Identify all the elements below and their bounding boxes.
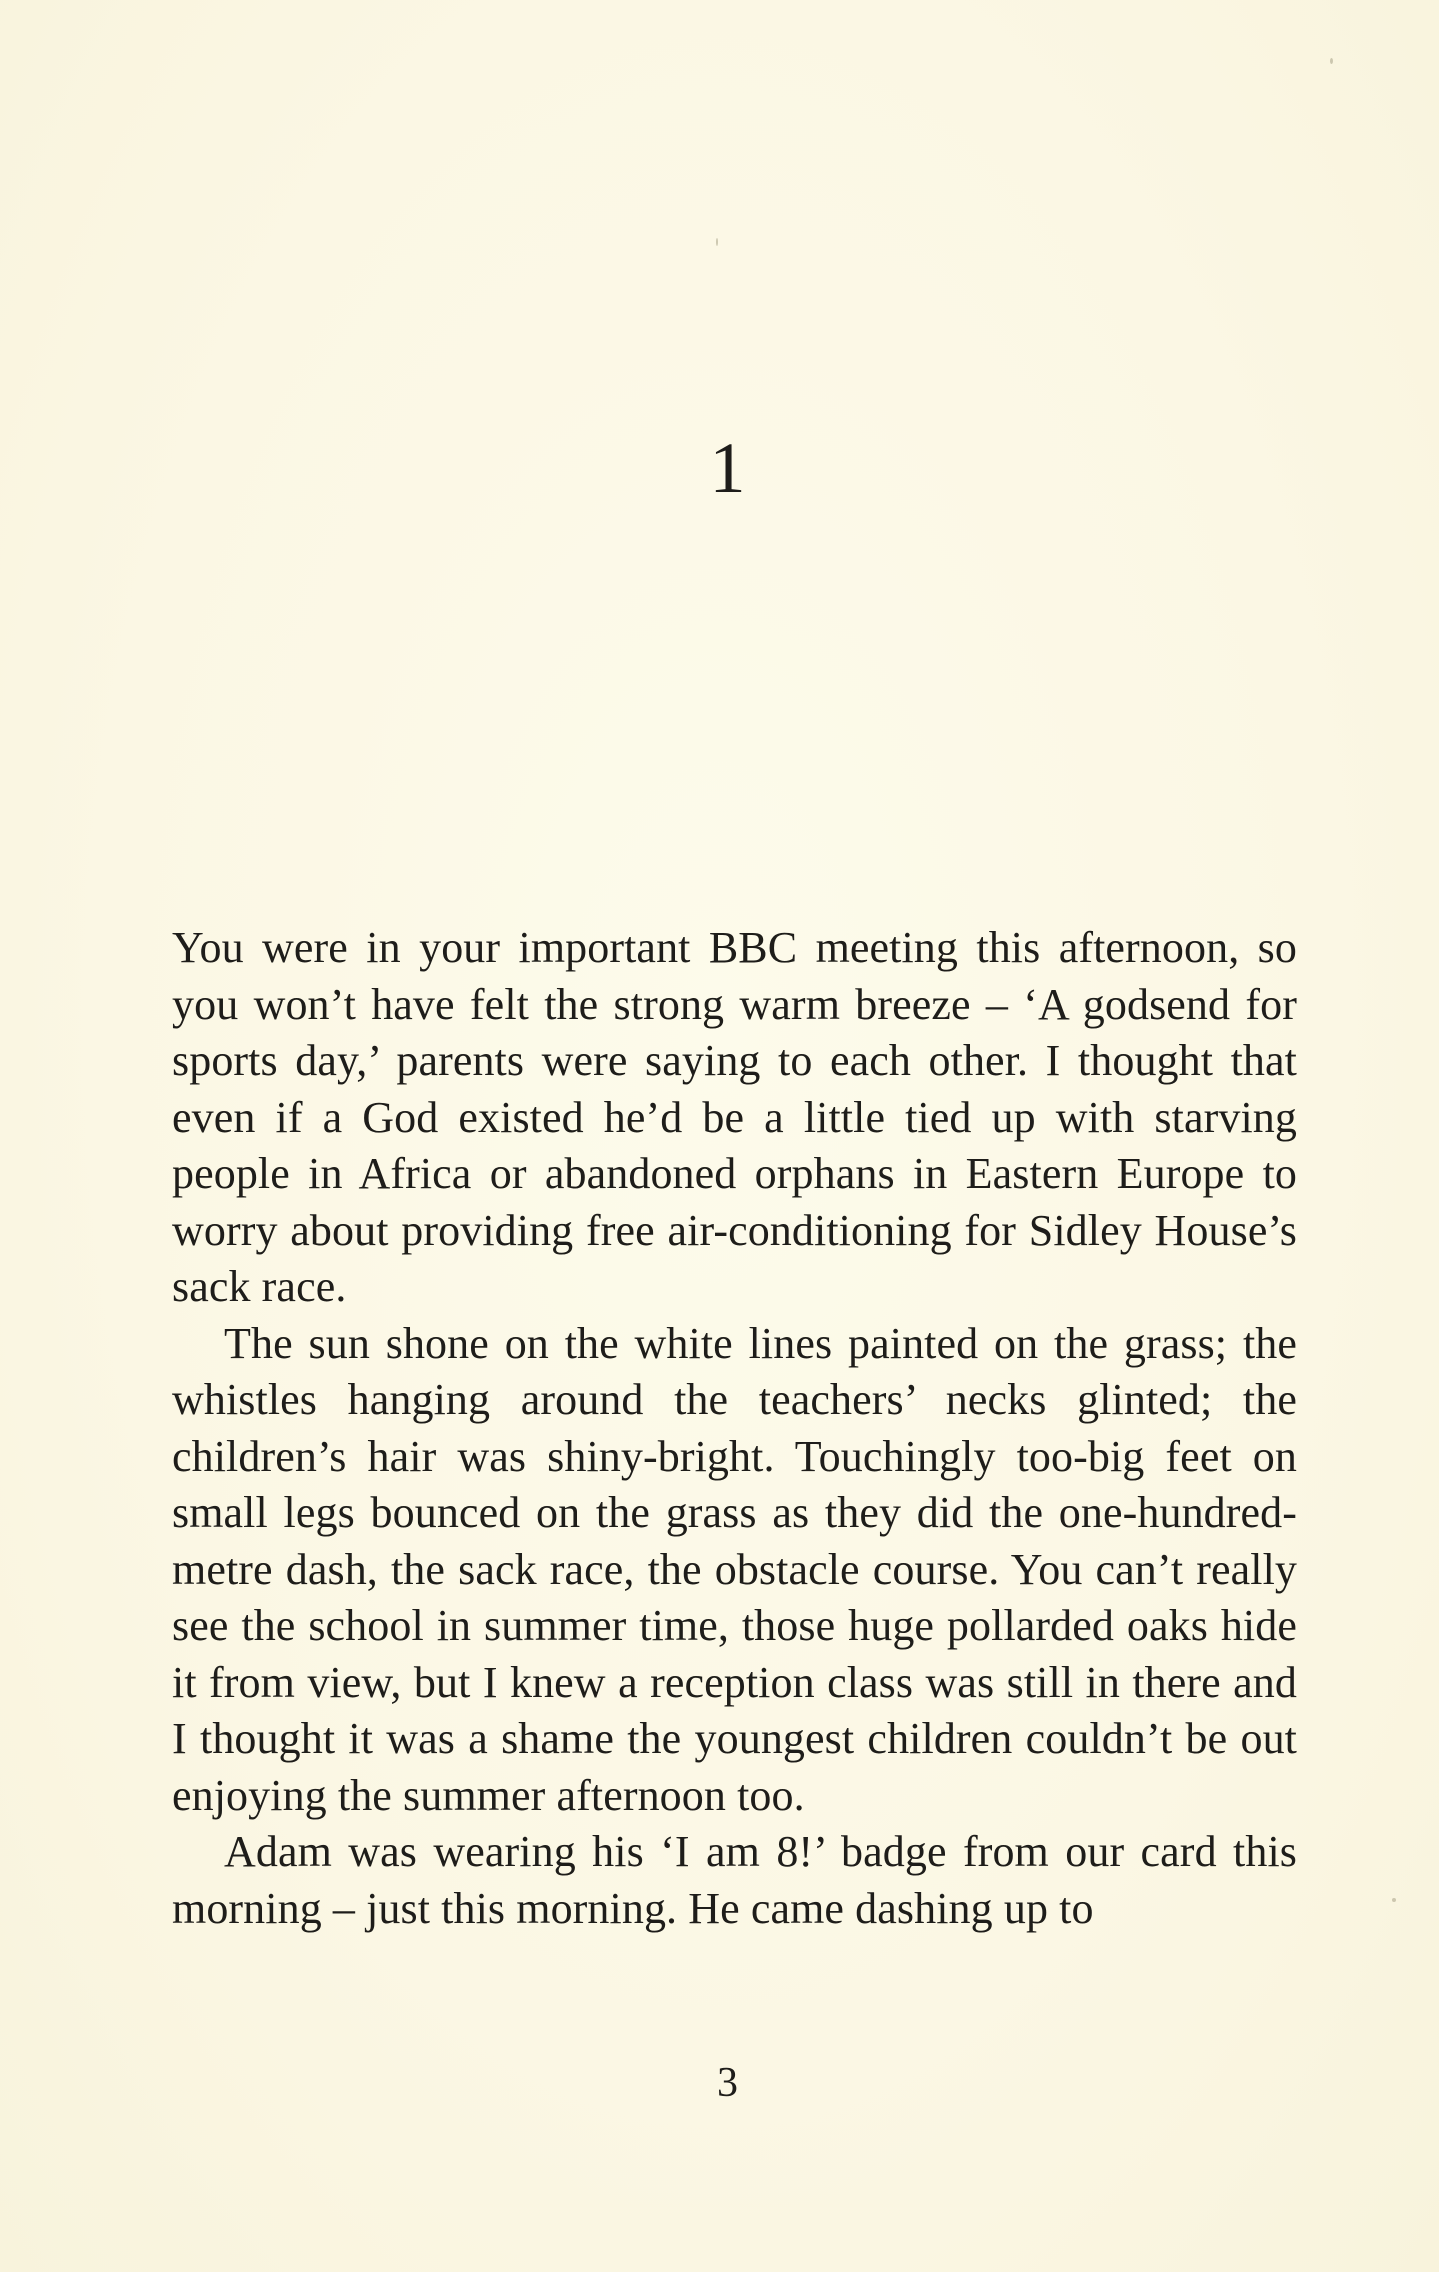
paper-speck (1330, 58, 1333, 64)
chapter-number: 1 (709, 428, 746, 508)
chapter-body-text (172, 920, 1297, 1937)
paragraph-3: Adam was wearing his ‘I am 8!’ badge from our card this morning – just this morning. He came dashing up to (172, 1827, 1297, 1933)
page-number: 3 (717, 2060, 738, 2106)
paper-speck (716, 238, 718, 246)
paper-speck (1392, 1898, 1396, 1902)
paragraph-1: You were in your important BBC meeting this afternoon, so you won’t have felt the strong warm breeze – ‘A godsend for sports day,’ parents were saying to each other. I thought that even if a God existed he’d be a little tied up with starving people in Africa or abandoned orphans in Eastern Europe to worry about providing free air-conditioning for Sidley House’s sack race. (172, 923, 1297, 1311)
paragraph-2: The sun shone on the white lines painted on the grass; the whistles hanging around the teachers’ necks glinted; the children’s hair was shiny-bright. Touchingly too-big feet on small legs bounced on the grass as they did the one-hundred-metre dash, the sack race, the obstacle course. You can’t really see the school in summer time, those huge pollarded oaks hide it from view, but I knew a reception class was still in there and I thought it was a shame the youngest children couldn’t be out enjoying the summer afternoon too. (172, 1318, 1297, 1820)
